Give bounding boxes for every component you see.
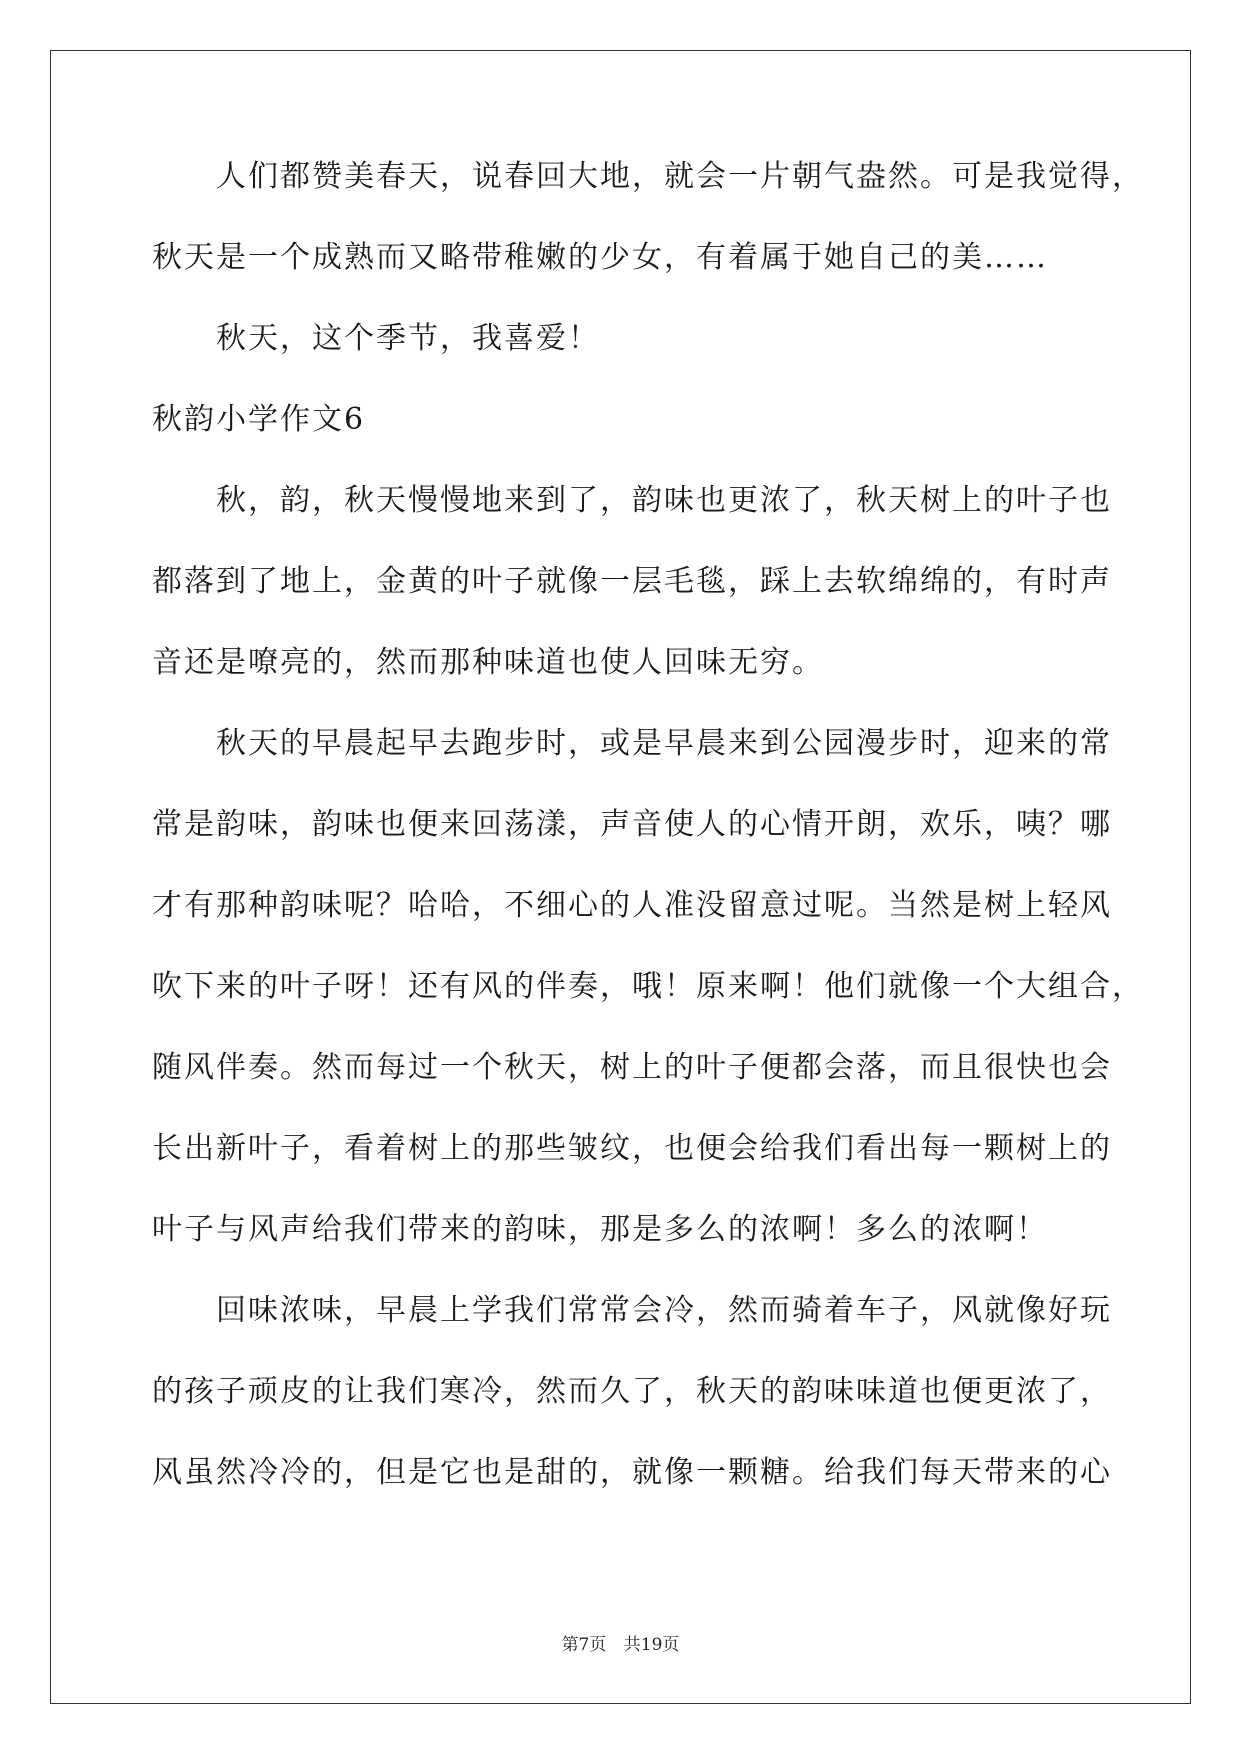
paragraph-line: 回味浓味，早晨上学我们常常会冷，然而骑着车子，风就像好玩 — [216, 1293, 1112, 1328]
paragraph-line: 才有那种韵味呢？哈哈，不细心的人准没留意过呢。当然是树上轻风 — [152, 888, 1112, 923]
document-body — [152, 159, 1144, 1537]
paragraph-line: 秋天的早晨起早去跑步时，或是早晨来到公园漫步时，迎来的常 — [216, 726, 1112, 761]
page-number-current: 第7页 — [561, 1635, 607, 1655]
page-number-total: 共19页 — [623, 1635, 680, 1655]
paragraph-line: 音还是嘹亮的，然而那种味道也使人回味无穷。 — [152, 645, 824, 680]
paragraph-line: 吹下来的叶子呀！还有风的伴奏，哦！原来啊！他们就像一个大组合， — [152, 969, 1144, 1004]
paragraph-line: 秋天是一个成熟而又略带稚嫩的少女，有着属于她自己的美…… — [152, 240, 1048, 275]
paragraph-line: 秋天，这个季节，我喜爱！ — [216, 321, 600, 356]
paragraph-line: 风虽然冷冷的，但是它也是甜的，就像一颗糖。给我们每天带来的心 — [152, 1455, 1112, 1490]
paragraph-line: 都落到了地上，金黄的叶子就像一层毛毯，踩上去软绵绵的，有时声 — [152, 564, 1112, 599]
paragraph-line: 长出新叶子，看着树上的那些皱纹，也便会给我们看出每一颗树上的 — [152, 1131, 1112, 1166]
section-heading: 秋韵小学作文6 — [152, 402, 366, 437]
page-footer — [0, 1630, 1241, 1655]
paragraph-line: 叶子与风声给我们带来的韵味，那是多么的浓啊！多么的浓啊！ — [152, 1212, 1048, 1247]
paragraph-line: 随风伴奏。然而每过一个秋天，树上的叶子便都会落，而且很快也会 — [152, 1050, 1112, 1085]
paragraph-line: 秋，韵，秋天慢慢地来到了，韵味也更浓了，秋天树上的叶子也 — [216, 483, 1112, 518]
paragraph-line: 的孩子顽皮的让我们寒冷，然而久了，秋天的韵味味道也便更浓了， — [152, 1374, 1112, 1409]
paragraph-line: 人们都赞美春天，说春回大地，就会一片朝气盎然。可是我觉得， — [216, 159, 1144, 194]
paragraph-line: 常是韵味，韵味也便来回荡漾，声音使人的心情开朗，欢乐，咦？哪 — [152, 807, 1112, 842]
